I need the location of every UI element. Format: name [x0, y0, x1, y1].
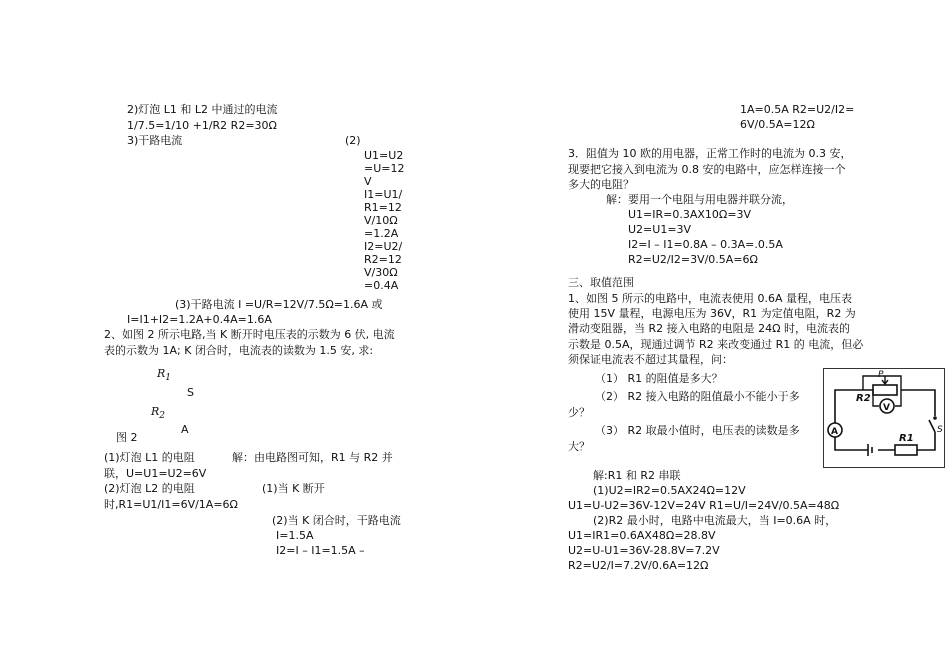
calc-line: I2=U2/ — [364, 240, 403, 253]
calc-line: V/30Ω — [364, 266, 398, 279]
calc-line: R1=12 — [364, 201, 402, 214]
question-3-solution-i2: I2=I – I1=0.8A – 0.3A=.0.5A — [628, 238, 783, 251]
line-total-current-alt: I=I1+I2=1.2A+0.4A=1.6A — [127, 313, 272, 326]
answer-2-heading: (2)灯泡 L2 的电阻 — [104, 482, 195, 495]
calc-line: U1=U2 — [364, 149, 404, 162]
solution-series: 解:R1 和 R2 串联 — [593, 469, 681, 482]
problem-1-line-2: 使用 15V 量程，电源电压为 36V，R1 为定值电阻，R2 为 — [568, 307, 856, 320]
solution-step-2: (2)R2 最小时，电路中电流最大，当 I=0.6A 时， — [593, 514, 837, 527]
battery-icon — [868, 444, 872, 456]
switch-label: S — [937, 425, 943, 435]
slider-p-label: P — [878, 370, 884, 380]
question-2-line-1: 2、如图 2 所示电路,当 K 断开时电压表的示数为 6 伏, 电流 — [104, 328, 395, 341]
question-3-solution-r2: R2=U2/I2=3V/0.5A=6Ω — [628, 253, 758, 266]
calc-line: R2=12 — [364, 253, 402, 266]
figure-2-ammeter-label: A — [181, 423, 189, 436]
calc-line: V — [364, 175, 372, 188]
carryover-line-2: 6V/0.5A=12Ω — [740, 118, 815, 131]
problem-1-question-2: （2） R2 接入电路的阻值最小不能小于多 — [595, 390, 800, 403]
switch-contact — [933, 416, 937, 420]
line-part-2-label: (2) — [345, 134, 361, 147]
solution-u2: U2=U-U1=36V-28.8V=7.2V — [568, 544, 720, 557]
line-currents-heading: 2)灯泡 L1 和 L2 中通过的电流 — [127, 103, 278, 116]
section-heading-range: 三、取值范围 — [568, 276, 634, 289]
r2-resistor — [873, 385, 897, 395]
question-3-solution-u1: U1=IR=0.3AX10Ω=3V — [628, 208, 752, 221]
r2-label: R2 — [856, 393, 871, 404]
carryover-line-1: 1A=0.5A R2=U2/I2= — [740, 103, 855, 116]
line-main-current: 3)干路电流 — [127, 134, 183, 147]
figure-2-r2-label: $R_2$ — [151, 405, 166, 422]
answer-1-heading: (1)灯泡 L1 的电阻 — [104, 451, 195, 464]
answer-2-current: I=1.5A — [276, 529, 314, 542]
line-r2-equation: 1/7.5=1/10 +1/R2 R2=30Ω — [127, 119, 277, 132]
figure-2-caption: 图 2 — [116, 431, 138, 444]
ammeter-label: A — [831, 427, 838, 437]
problem-1-line-3: 滑动变阻器，当 R2 接入电路的电阻是 24Ω 时，电流表的 — [568, 322, 851, 335]
calc-line: =1.2A — [364, 227, 399, 240]
question-3-line-3: 多大的电阻？ — [568, 178, 634, 191]
calc-line: V/10Ω — [364, 214, 398, 227]
problem-1-question-1: （1） R1 的阻值是多大？ — [595, 372, 723, 385]
line-total-current: (3)干路电流 I =U/R=12V/7.5Ω=1.6A 或 — [175, 298, 383, 311]
question-3-solution-intro: 解：要用一个电阻与用电器并联分流， — [606, 193, 793, 206]
narrow-calc-column — [364, 149, 414, 292]
problem-1-line-1: 1、如图 5 所示的电路中，电流表使用 0.6A 量程，电压表 — [568, 292, 853, 305]
problem-1-question-3: （3） R2 取最小值时，电压表的读数是多 — [595, 424, 800, 437]
problem-1-question-3-cont: 大？ — [568, 440, 590, 453]
solution-r1: U1=U-U2=36V-12V=24V R1=U/I=24V/0.5A=48Ω — [568, 499, 840, 512]
voltmeter-label: V — [883, 403, 890, 413]
question-2-line-2: 表的示数为 1A; K 闭合时，电流表的读数为 1.5 安, 求: — [104, 344, 374, 357]
answer-2-i2: I2=I – I1=1.5A – — [276, 544, 365, 557]
answer-2-case-closed: (2)当 K 闭合时，干路电流 — [272, 514, 401, 527]
figure-2-switch-label: S — [187, 386, 194, 399]
answer-2-r1: 时,R1=U1/I1=6V/1A=6Ω — [104, 498, 238, 511]
calc-line: =0.4A — [364, 279, 399, 292]
circuit-wire-bottom — [835, 432, 935, 450]
problem-1-question-2-cont: 少？ — [568, 406, 590, 419]
solution-u1: U1=IR1=0.6AX48Ω=28.8V — [568, 529, 716, 542]
r1-label: R1 — [899, 433, 914, 444]
calc-line: I1=U1/ — [364, 188, 403, 201]
solution-r2: R2=U2/I=7.2V/0.6A=12Ω — [568, 559, 709, 572]
circuit-diagram — [823, 368, 945, 468]
solution-step-1: (1)U2=IR2=0.5AX24Ω=12V — [593, 484, 746, 497]
switch-icon — [929, 420, 935, 432]
calc-line: =U=12 — [364, 162, 405, 175]
answer-1-parallel: 联，U=U1=U2=6V — [104, 467, 207, 480]
answer-1-solution: 解：由电路图可知，R1 与 R2 并 — [232, 451, 393, 464]
question-3-line-1: 3．阻值为 10 欧的用电器，正常工作时的电流为 0.3 安， — [568, 147, 852, 160]
answer-2-case-open: (1)当 K 断开 — [262, 482, 325, 495]
problem-1-line-5: 须保证电流表不超过其量程，问： — [568, 353, 733, 366]
figure-2-r1-label: $R_1$ — [157, 367, 172, 384]
problem-1-line-4: 示数是 0.5A，现通过调节 R2 来改变通过 R1 的 电流，但必 — [568, 338, 864, 351]
r1-resistor — [895, 445, 917, 455]
question-3-line-2: 现要把它接入到电流为 0.8 安的电路中，应怎样连接一个 — [568, 163, 846, 176]
question-3-solution-u2: U2=U1=3V — [628, 223, 692, 236]
